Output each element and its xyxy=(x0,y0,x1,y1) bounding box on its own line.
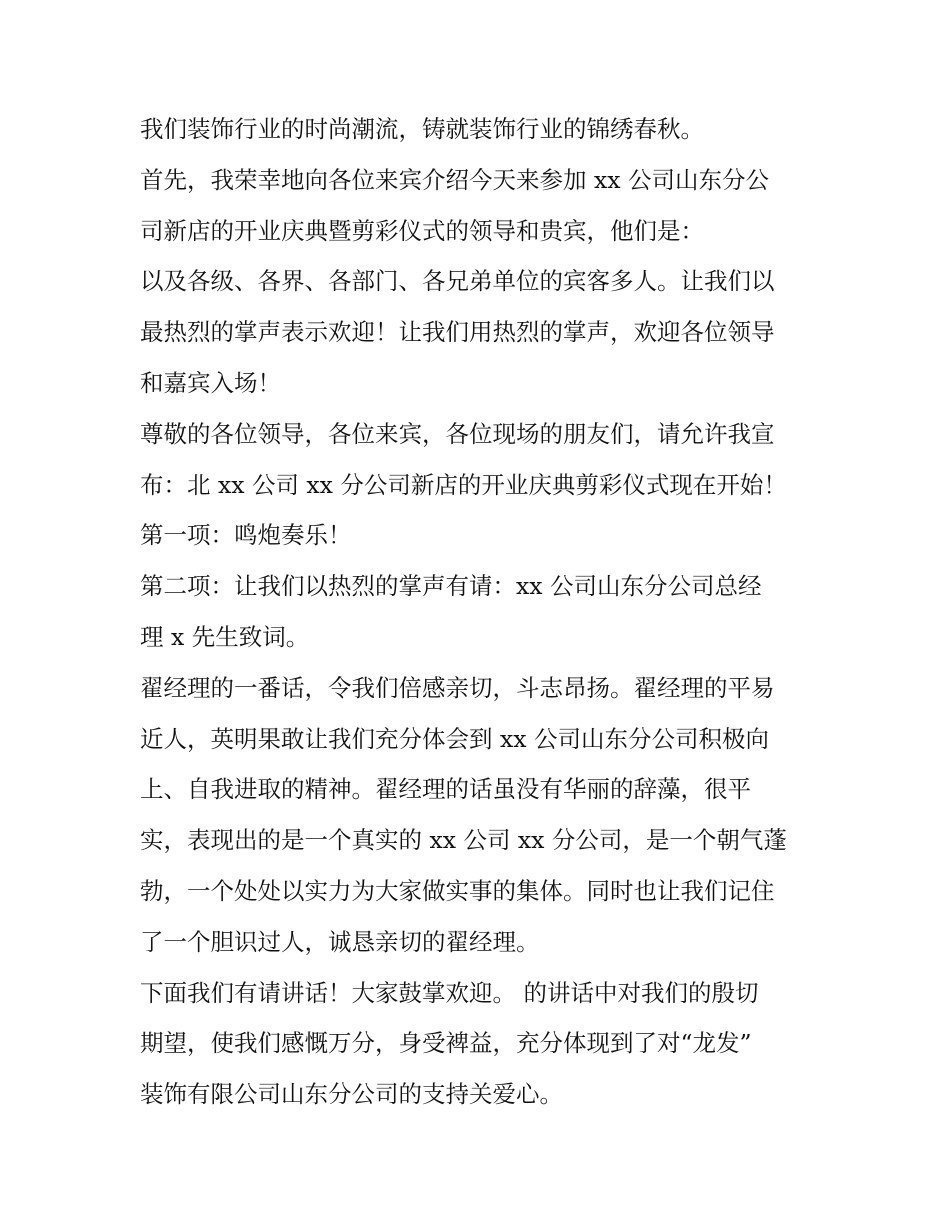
text-line: 第二项：让我们以热烈的掌声有请：xx 公司山东分公司总经 xyxy=(140,572,762,601)
text-line: 期望，使我们感慨万分，身受裨益，充分体现到了对“龙发” xyxy=(140,1029,752,1058)
text-line: 了一个胆识过人，诚恳亲切的翟经理。 xyxy=(140,927,540,956)
text-line: 尊敬的各位领导，各位来宾，各位现场的朋友们，请允许我宣 xyxy=(140,419,775,448)
text-line: 勃，一个处处以实力为大家做实事的集体。同时也让我们记住 xyxy=(140,876,775,905)
text-line: 首先，我荣幸地向各位来宾介绍今天来参加 xx 公司山东分公 xyxy=(140,165,769,194)
text-line: 第一项：鸣炮奏乐！ xyxy=(140,521,352,550)
text-line: 以及各级、各界、各部门、各兄弟单位的宾客多人。让我们以 xyxy=(140,267,775,296)
text-line: 理 x 先生致词。 xyxy=(140,622,310,651)
text-line: 司新店的开业庆典暨剪彩仪式的领导和贵宾，他们是： xyxy=(140,216,704,245)
text-line: 上、自我进取的精神。翟经理的话虽没有华丽的辞藻，很平 xyxy=(140,775,751,804)
text-line: 实，表现出的是一个真实的 xx 公司 xx 分公司，是一个朝气蓬 xyxy=(140,826,787,855)
text-line: 布：北 xx 公司 xx 分公司新店的开业庆典剪彩仪式现在开始！ xyxy=(140,470,787,499)
text-line: 我们装饰行业的时尚潮流，铸就装饰行业的锦绣春秋。 xyxy=(140,115,704,143)
text-line: 最热烈的掌声表示欢迎！让我们用热烈的掌声，欢迎各位领导 xyxy=(140,318,775,347)
document-body xyxy=(140,104,820,1120)
text-line: 和嘉宾入场！ xyxy=(140,368,281,397)
text-line: 翟经理的一番话，令我们倍感亲切，斗志昂扬。翟经理的平易 xyxy=(140,673,775,702)
text-line: 近人，英明果敢让我们充分体会到 xx 公司山东分公司积极向 xyxy=(140,724,769,753)
text-line: 下面我们有请讲话！大家鼓掌欢迎。 的讲话中对我们的殷切 xyxy=(140,978,759,1007)
text-line: 装饰有限公司山东分公司的支持关爱心。 xyxy=(140,1080,563,1109)
